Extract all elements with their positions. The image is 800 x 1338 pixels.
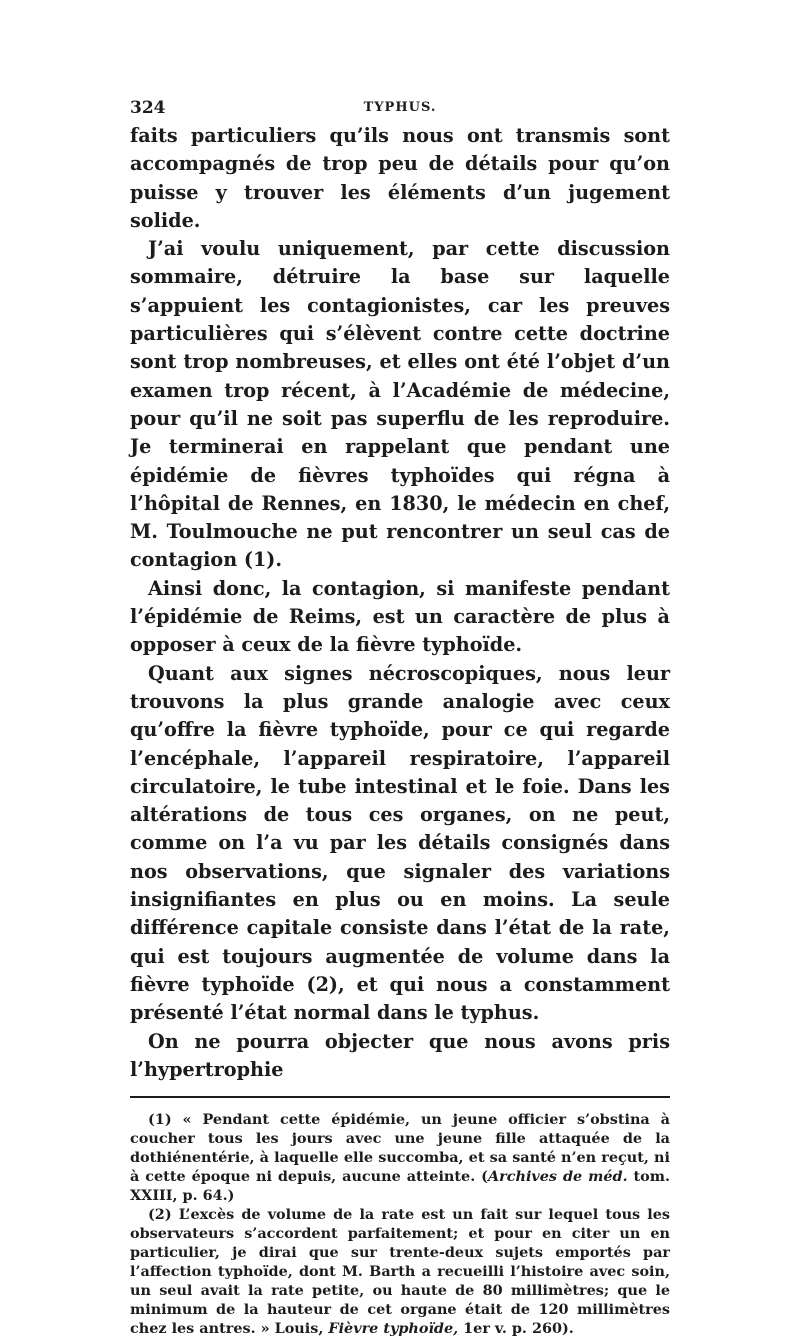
page-header (130, 92, 670, 122)
paragraph-continuation: faits particuliers qu’ils nous ont transmis sont accompagnés de trop peu de détails pour qu’on puisse y trouver les éléments d’un jugement solide. (130, 124, 670, 232)
paragraph-hypertrophy: On ne pourra objecter que nous avons pris l’hypertrophie (130, 1029, 670, 1081)
paragraph-contagionists: J’ai voulu uniquement, par cette discussion sommaire, détruire la base sur laquelle s’appuient les contagionistes, car les preuves particulières qui s’élèvent contre cette doctrine sont trop nombreuses, et elles ont été l’objet d’un examen trop récent, à l’Académie de médecine, pour qu’il ne soit pas superflu de les reproduire. Je terminerai en rappelant que pendant une épidémie de fièvres typhoïdes qui régna à l’hôpital de Rennes, en 1830, le médecin en chef, M. Toulmouche ne put rencontrer un seul cas de contagion (1). (130, 237, 670, 572)
footnotes (130, 1110, 670, 1338)
footnote-2 (130, 1205, 670, 1338)
footnote-divider (130, 1096, 670, 1098)
footnote-1 (130, 1110, 670, 1205)
footnote-2-text: (2) L’excès de volume de la rate est un fait sur lequel tous les observateurs s’accordent parfaitement; et pour en citer un en particulier, je dirai que sur trente-deux sujets emportés par l’affection typhoïde, dont M. Barth a recueilli l’histoire avec soin, un seul avait la rate petite, ou haute de 80 millimètres; que le minimum de la hauteur de cet organe était de 120 millimètres chez les antres. » Louis, (130, 1206, 670, 1338)
footnote-1-text: (1) « Pendant cette épidémie, un jeune officier s’obstina à coucher tous les jours avec une jeune fille attaquée de la dothiénentérie, à laquelle elle succomba, et sa santé n’en reçut, ni à cette époque ni depuis, aucune atteinte. ( (130, 1111, 670, 1186)
book-page (130, 92, 670, 1338)
footnote-1-reference: tom. XXIII, p. 64.) (130, 1168, 670, 1205)
footnote-1-source: Archives de méd. (487, 1168, 628, 1186)
running-head: TYPHUS. (363, 100, 437, 115)
paragraph-reims: Ainsi donc, la contagion, si manifeste pendant l’épidémie de Reims, est un caractère de plus à opposer à ceux de la fièvre typhoïde. (130, 576, 670, 657)
footnote-2-source: Fièvre typhoïde, (328, 1320, 459, 1338)
footnote-2-reference: 1er v. p. 260). (458, 1320, 574, 1338)
body-text (130, 122, 670, 1084)
page-number: 324 (130, 98, 166, 118)
paragraph-necroscopic: Quant aux signes nécroscopiques, nous leur trouvons la plus grande analogie avec ceux qu’offre la fièvre typhoïde, pour ce qui regarde l’encéphale, l’appareil respiratoire, l’appareil circulatoire, le tube intestinal et le foie. Dans les altérations de tous ces organes, on ne peut, comme on l’a vu par les détails consignés dans nos observations, que signaler des variations insignifiantes en plus ou en moins. La seule différence capitale consiste dans l’état de la rate, qui est toujours augmentée de volume dans la fièvre typhoïde (2), et qui nous a constamment présenté l’état normal dans le typhus. (130, 661, 670, 1025)
